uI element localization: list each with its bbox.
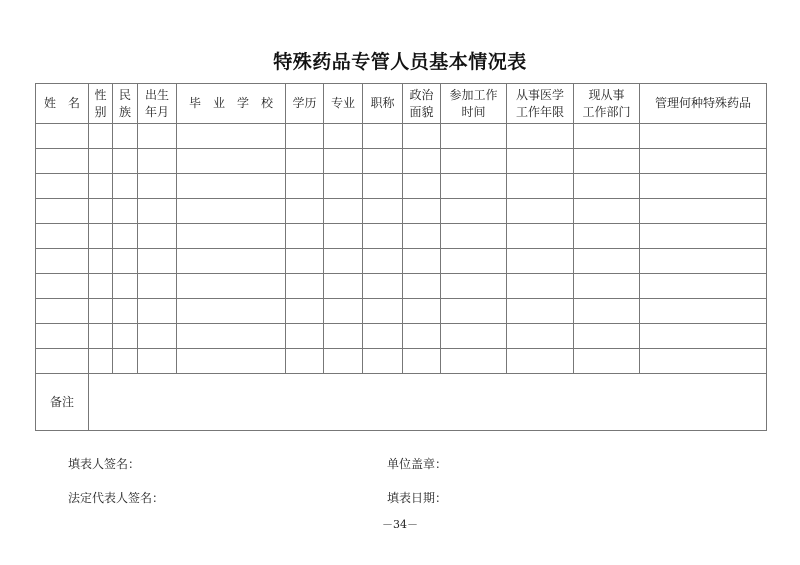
cell-work-start[interactable] <box>441 299 507 324</box>
table-row <box>36 174 767 199</box>
col-header-department: 现从事 工作部门 <box>574 84 640 124</box>
cell-medical-years[interactable] <box>507 124 574 149</box>
cell-medical-years[interactable] <box>507 249 574 274</box>
col-header-birth: 出生 年月 <box>138 84 177 124</box>
cell-drugs-managed[interactable] <box>640 299 767 324</box>
cell-department[interactable] <box>574 274 640 299</box>
cell-title[interactable] <box>363 199 403 224</box>
cell-department[interactable] <box>574 224 640 249</box>
cell-title[interactable] <box>363 324 403 349</box>
cell-name[interactable] <box>36 124 89 149</box>
cell-work-start[interactable] <box>441 199 507 224</box>
table-row <box>36 249 767 274</box>
cell-education[interactable] <box>286 149 324 174</box>
cell-education[interactable] <box>286 274 324 299</box>
table-row <box>36 199 767 224</box>
cell-school[interactable] <box>177 124 286 149</box>
cell-drugs-managed[interactable] <box>640 349 767 374</box>
cell-birth[interactable] <box>138 174 177 199</box>
cell-name[interactable] <box>36 199 89 224</box>
cell-ethnicity[interactable] <box>113 274 138 299</box>
cell-medical-years[interactable] <box>507 174 574 199</box>
staff-info-table <box>35 83 767 431</box>
cell-birth[interactable] <box>138 324 177 349</box>
table-row <box>36 299 767 324</box>
cell-name[interactable] <box>36 349 89 374</box>
cell-major[interactable] <box>324 199 363 224</box>
cell-ethnicity[interactable] <box>113 149 138 174</box>
cell-school[interactable] <box>177 199 286 224</box>
cell-medical-years[interactable] <box>507 299 574 324</box>
cell-name[interactable] <box>36 249 89 274</box>
cell-birth[interactable] <box>138 124 177 149</box>
cell-medical-years[interactable] <box>507 149 574 174</box>
cell-work-start[interactable] <box>441 124 507 149</box>
cell-work-start[interactable] <box>441 274 507 299</box>
cell-name[interactable] <box>36 224 89 249</box>
cell-birth[interactable] <box>138 349 177 374</box>
cell-education[interactable] <box>286 349 324 374</box>
cell-birth[interactable] <box>138 149 177 174</box>
cell-ethnicity[interactable] <box>113 199 138 224</box>
cell-name[interactable] <box>36 274 89 299</box>
cell-name[interactable] <box>36 174 89 199</box>
cell-drugs-managed[interactable] <box>640 199 767 224</box>
cell-birth[interactable] <box>138 199 177 224</box>
col-header-gender: 性 别 <box>89 84 113 124</box>
col-header-major: 专业 <box>324 84 363 124</box>
cell-school[interactable] <box>177 174 286 199</box>
cell-department[interactable] <box>574 324 640 349</box>
cell-title[interactable] <box>363 349 403 374</box>
cell-medical-years[interactable] <box>507 274 574 299</box>
cell-major[interactable] <box>324 124 363 149</box>
cell-gender[interactable] <box>89 274 113 299</box>
cell-political[interactable] <box>403 249 441 274</box>
unit-seal-label: 单位盖章： <box>387 457 448 471</box>
cell-gender[interactable] <box>89 299 113 324</box>
table-row <box>36 324 767 349</box>
cell-ethnicity[interactable] <box>113 349 138 374</box>
col-header-title: 职称 <box>363 84 403 124</box>
cell-major[interactable] <box>324 224 363 249</box>
cell-gender[interactable] <box>89 124 113 149</box>
cell-drugs-managed[interactable] <box>640 249 767 274</box>
cell-medical-years[interactable] <box>507 349 574 374</box>
cell-drugs-managed[interactable] <box>640 324 767 349</box>
cell-birth[interactable] <box>138 274 177 299</box>
cell-work-start[interactable] <box>441 149 507 174</box>
cell-work-start[interactable] <box>441 174 507 199</box>
cell-school[interactable] <box>177 299 286 324</box>
cell-work-start[interactable] <box>441 249 507 274</box>
cell-education[interactable] <box>286 224 324 249</box>
cell-school[interactable] <box>177 149 286 174</box>
cell-department[interactable] <box>574 299 640 324</box>
col-header-political: 政治 面貌 <box>403 84 441 124</box>
col-header-medical-years: 从事医学 工作年限 <box>507 84 574 124</box>
cell-education[interactable] <box>286 299 324 324</box>
cell-education[interactable] <box>286 174 324 199</box>
cell-medical-years[interactable] <box>507 224 574 249</box>
cell-education[interactable] <box>286 324 324 349</box>
cell-political[interactable] <box>403 349 441 374</box>
col-header-work-start: 参加工作 时间 <box>441 84 507 124</box>
cell-education[interactable] <box>286 124 324 149</box>
cell-department[interactable] <box>574 124 640 149</box>
cell-gender[interactable] <box>89 349 113 374</box>
cell-political[interactable] <box>403 274 441 299</box>
col-header-ethnicity: 民 族 <box>113 84 138 124</box>
cell-school[interactable] <box>177 274 286 299</box>
cell-political[interactable] <box>403 299 441 324</box>
header-row <box>36 84 767 124</box>
cell-ethnicity[interactable] <box>113 299 138 324</box>
cell-major[interactable] <box>324 174 363 199</box>
cell-ethnicity[interactable] <box>113 174 138 199</box>
cell-title[interactable] <box>363 224 403 249</box>
cell-major[interactable] <box>324 349 363 374</box>
cell-school[interactable] <box>177 324 286 349</box>
notes-field[interactable] <box>89 374 767 431</box>
notes-label: 备注 <box>36 374 89 431</box>
col-header-name: 姓 名 <box>36 84 89 124</box>
cell-medical-years[interactable] <box>507 324 574 349</box>
cell-political[interactable] <box>403 224 441 249</box>
cell-work-start[interactable] <box>441 349 507 374</box>
cell-gender[interactable] <box>89 174 113 199</box>
cell-department[interactable] <box>574 249 640 274</box>
cell-major[interactable] <box>324 149 363 174</box>
cell-ethnicity[interactable] <box>113 124 138 149</box>
cell-department[interactable] <box>574 199 640 224</box>
cell-department[interactable] <box>574 174 640 199</box>
table-row <box>36 274 767 299</box>
cell-political[interactable] <box>403 149 441 174</box>
cell-gender[interactable] <box>89 249 113 274</box>
page-number: －34－ <box>382 518 418 531</box>
table-row <box>36 149 767 174</box>
cell-work-start[interactable] <box>441 324 507 349</box>
cell-major[interactable] <box>324 324 363 349</box>
legal-rep-signature-label: 法定代表人签名： <box>68 491 165 505</box>
cell-education[interactable] <box>286 249 324 274</box>
cell-drugs-managed[interactable] <box>640 174 767 199</box>
notes-row <box>36 374 767 431</box>
cell-drugs-managed[interactable] <box>640 149 767 174</box>
cell-work-start[interactable] <box>441 224 507 249</box>
cell-ethnicity[interactable] <box>113 324 138 349</box>
cell-title[interactable] <box>363 149 403 174</box>
table-row <box>36 124 767 149</box>
table-row <box>36 224 767 249</box>
cell-birth[interactable] <box>138 299 177 324</box>
cell-title[interactable] <box>363 174 403 199</box>
cell-ethnicity[interactable] <box>113 224 138 249</box>
cell-drugs-managed[interactable] <box>640 274 767 299</box>
filler-signature-label: 填表人签名： <box>68 457 141 471</box>
cell-school[interactable] <box>177 249 286 274</box>
cell-school[interactable] <box>177 224 286 249</box>
cell-ethnicity[interactable] <box>113 249 138 274</box>
cell-gender[interactable] <box>89 324 113 349</box>
col-header-school: 毕 业 学 校 <box>177 84 286 124</box>
table-row <box>36 349 767 374</box>
cell-title[interactable] <box>363 124 403 149</box>
cell-birth[interactable] <box>138 224 177 249</box>
cell-medical-years[interactable] <box>507 199 574 224</box>
cell-political[interactable] <box>403 199 441 224</box>
col-header-drugs-managed: 管理何种特殊药品 <box>640 84 767 124</box>
cell-major[interactable] <box>324 249 363 274</box>
cell-school[interactable] <box>177 349 286 374</box>
cell-education[interactable] <box>286 199 324 224</box>
cell-gender[interactable] <box>89 149 113 174</box>
cell-name[interactable] <box>36 324 89 349</box>
cell-title[interactable] <box>363 249 403 274</box>
page-title: 特殊药品专管人员基本情况表 <box>273 51 527 73</box>
cell-title[interactable] <box>363 274 403 299</box>
cell-drugs-managed[interactable] <box>640 124 767 149</box>
col-header-education: 学历 <box>286 84 324 124</box>
cell-political[interactable] <box>403 174 441 199</box>
cell-drugs-managed[interactable] <box>640 224 767 249</box>
cell-major[interactable] <box>324 299 363 324</box>
cell-political[interactable] <box>403 324 441 349</box>
cell-birth[interactable] <box>138 249 177 274</box>
cell-gender[interactable] <box>89 199 113 224</box>
cell-name[interactable] <box>36 149 89 174</box>
cell-department[interactable] <box>574 149 640 174</box>
cell-name[interactable] <box>36 299 89 324</box>
cell-gender[interactable] <box>89 224 113 249</box>
cell-department[interactable] <box>574 349 640 374</box>
cell-title[interactable] <box>363 299 403 324</box>
cell-political[interactable] <box>403 124 441 149</box>
fill-date-label: 填表日期： <box>387 491 448 505</box>
cell-major[interactable] <box>324 274 363 299</box>
